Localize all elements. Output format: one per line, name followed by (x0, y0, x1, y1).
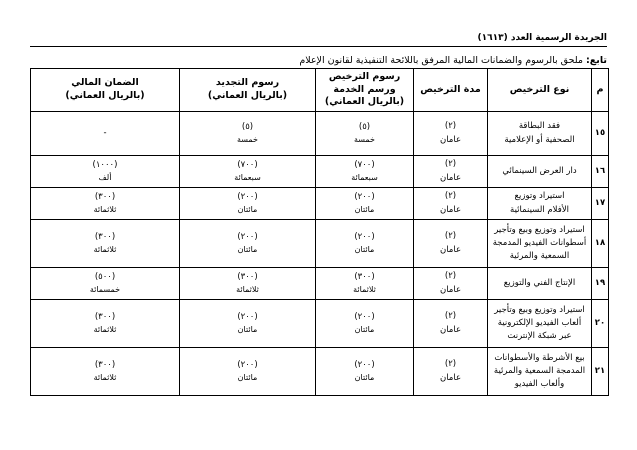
license-type-line: فقد البطاقة (518, 121, 561, 132)
license-type-cell (488, 156, 592, 188)
guarantee-cell (31, 268, 180, 300)
license-fee-cell (316, 268, 414, 300)
license-fee-words: مائتان (354, 324, 375, 334)
guarantee-number: (٥٠٠) (94, 271, 116, 282)
license-fee-cell (316, 300, 414, 348)
duration-cell (414, 220, 488, 268)
renewal-fee-cell (180, 112, 316, 156)
duration-cell (414, 268, 488, 300)
license-fee-number: (٢٠٠) (354, 231, 375, 242)
license-type-line: استيراد وتوزيع وبيع وتأجير (494, 304, 585, 315)
header-guarantee-title: الضمان المالي (71, 77, 139, 89)
license-fee-words: خمسة (354, 134, 375, 144)
license-fee-words: سبعمائة (351, 172, 378, 182)
table-row (31, 268, 609, 300)
renewal-fee-cell (180, 348, 316, 396)
table-row (31, 112, 609, 156)
row-number: ١٥ (592, 112, 609, 156)
license-type-cell (488, 112, 592, 156)
duration-cell (414, 300, 488, 348)
license-type-line: ألعاب الفيديو الإلكترونية (497, 317, 582, 328)
duration-words: عامان (439, 284, 462, 295)
caption-prefix: تابع: (586, 55, 607, 66)
header-renewal-fee-title: رسوم التجديد (215, 77, 280, 89)
header-license-type: نوع الترخيص (488, 69, 592, 112)
duration-number: (٢) (444, 121, 457, 132)
fees-table (30, 68, 609, 396)
guarantee-cell (31, 112, 180, 156)
guarantee-cell (31, 156, 180, 188)
guarantee-cell (31, 348, 180, 396)
row-number: ١٧ (592, 188, 609, 220)
license-type-line: استيراد وتوزيع وبيع وتأجير (494, 224, 585, 235)
license-fee-number: (٥) (358, 121, 371, 132)
header-renewal-fee-unit: (بالريال العماني) (207, 90, 288, 101)
license-fee-words: مائتان (354, 204, 375, 214)
header-guarantee-unit: (بالريال العماني) (65, 90, 145, 101)
duration-words: عامان (439, 324, 462, 335)
license-fee-cell (316, 348, 414, 396)
row-number: ٢٠ (592, 300, 609, 348)
license-fee-number: (٣٠٠) (354, 271, 375, 282)
guarantee-words: ثلاثمائة (93, 204, 117, 214)
license-type-line: السمعية والمرئية (509, 251, 570, 262)
license-type-cell (488, 188, 592, 220)
license-type-cell (488, 348, 592, 396)
guarantee-cell (31, 188, 180, 220)
renewal-fee-number: (٢٠٠) (237, 311, 258, 322)
table-body (31, 112, 609, 396)
license-type-cell (488, 220, 592, 268)
renewal-fee-cell (180, 220, 316, 268)
renewal-fee-words: مائتان (237, 324, 258, 334)
license-fee-words: مائتان (354, 244, 375, 254)
license-fee-words: مائتان (354, 372, 375, 382)
table-row (31, 156, 609, 188)
guarantee-number: - (103, 127, 107, 138)
page-header (30, 30, 607, 47)
renewal-fee-cell (180, 188, 316, 220)
guarantee-cell (31, 220, 180, 268)
duration-words: عامان (439, 204, 462, 215)
renewal-fee-words: مائتان (237, 372, 258, 382)
duration-number: (٢) (444, 271, 457, 282)
header-license-fee-title: رسوم الترخيص ورسم الخدمة (328, 70, 401, 95)
license-type-line: الإنتاج الفني والتوزيع (503, 277, 576, 288)
row-number: ٢١ (592, 348, 609, 396)
guarantee-number: (٣٠٠) (94, 311, 116, 322)
guarantee-number: (٣٠٠) (94, 359, 116, 370)
row-number: ١٦ (592, 156, 609, 188)
duration-words: عامان (439, 172, 462, 183)
renewal-fee-number: (٢٠٠) (237, 191, 258, 202)
caption-text: ملحق بالرسوم والضمانات المالية المرفق باللائحة التنفيذية لقانون الإعلام (299, 55, 583, 66)
license-fee-number: (٢٠٠) (354, 359, 375, 370)
license-type-line: الأفلام السينمائية (510, 204, 569, 215)
license-fee-number: (٢٠٠) (354, 191, 375, 202)
header-num: م (592, 69, 609, 112)
renewal-fee-words: مائتان (237, 204, 258, 214)
table-row (31, 300, 609, 348)
duration-number: (٢) (444, 159, 457, 170)
license-type-cell (488, 268, 592, 300)
renewal-fee-number: (٥) (241, 121, 254, 132)
renewal-fee-number: (٧٠٠) (237, 159, 258, 170)
license-type-line: المدمجة السمعية والمرئية (493, 365, 586, 376)
duration-cell (414, 348, 488, 396)
renewal-fee-words: مائتان (237, 244, 258, 254)
header-license-fee-unit: (بالريال العماني) (324, 96, 405, 108)
table-header-row (31, 69, 609, 112)
renewal-fee-words: خمسة (237, 134, 258, 144)
header-guarantee (31, 69, 180, 112)
renewal-fee-words: سبعمائة (234, 172, 261, 182)
duration-number: (٢) (444, 231, 457, 242)
renewal-fee-number: (٢٠٠) (237, 359, 258, 370)
table-row (31, 348, 609, 396)
license-fee-cell (316, 220, 414, 268)
guarantee-number: (١٠٠٠) (92, 159, 118, 170)
guarantee-words: ثلاثمائة (93, 244, 117, 254)
guarantee-words: ثلاثمائة (93, 324, 117, 334)
guarantee-number: (٣٠٠) (94, 191, 116, 202)
license-fee-number: (٢٠٠) (354, 311, 375, 322)
guarantee-words: ألف (98, 172, 112, 182)
duration-cell (414, 112, 488, 156)
renewal-fee-number: (٢٠٠) (237, 231, 258, 242)
license-type-line: وألعاب الفيديو (514, 379, 565, 390)
table-row (31, 220, 609, 268)
header-duration: مدة الترخيص (414, 69, 488, 112)
row-number: ١٩ (592, 268, 609, 300)
duration-cell (414, 156, 488, 188)
guarantee-words: خمسمائة (89, 284, 121, 294)
renewal-fee-cell (180, 300, 316, 348)
license-type-cell (488, 300, 592, 348)
license-type-line: أسطوانات الفيديو المدمجة (492, 237, 587, 248)
license-fee-cell (316, 156, 414, 188)
duration-words: عامان (439, 372, 462, 383)
license-type-line: بيع الأشرطة والأسطوانات (494, 352, 585, 363)
license-type-line: استيراد وتوزيع (514, 191, 565, 202)
header-license-fee (316, 69, 414, 112)
duration-number: (٢) (444, 359, 457, 370)
renewal-fee-words: ثلاثمائة (236, 284, 259, 294)
license-type-line: عبر شبكة الإنترنت (507, 331, 572, 342)
license-type-line: دار العرض السينمائي (502, 165, 577, 176)
renewal-fee-cell (180, 156, 316, 188)
table-row (31, 188, 609, 220)
gazette-title: الجريدة الرسمية العدد (١٦١٣) (477, 33, 607, 43)
license-fee-number: (٧٠٠) (354, 159, 375, 170)
guarantee-words: ثلاثمائة (93, 372, 117, 382)
guarantee-cell (31, 300, 180, 348)
duration-number: (٢) (444, 311, 457, 322)
renewal-fee-cell (180, 268, 316, 300)
license-type-line: الصحفية أو الإعلامية (504, 134, 575, 145)
row-number: ١٨ (592, 220, 609, 268)
license-fee-cell (316, 112, 414, 156)
license-fee-words: ثلاثمائة (353, 284, 376, 294)
table-caption (27, 55, 607, 66)
duration-words: عامان (439, 244, 462, 255)
duration-number: (٢) (444, 191, 457, 202)
guarantee-number: (٣٠٠) (94, 231, 116, 242)
header-renewal-fee (180, 69, 316, 112)
license-fee-cell (316, 188, 414, 220)
duration-words: عامان (439, 134, 462, 145)
renewal-fee-number: (٣٠٠) (237, 271, 258, 282)
duration-cell (414, 188, 488, 220)
